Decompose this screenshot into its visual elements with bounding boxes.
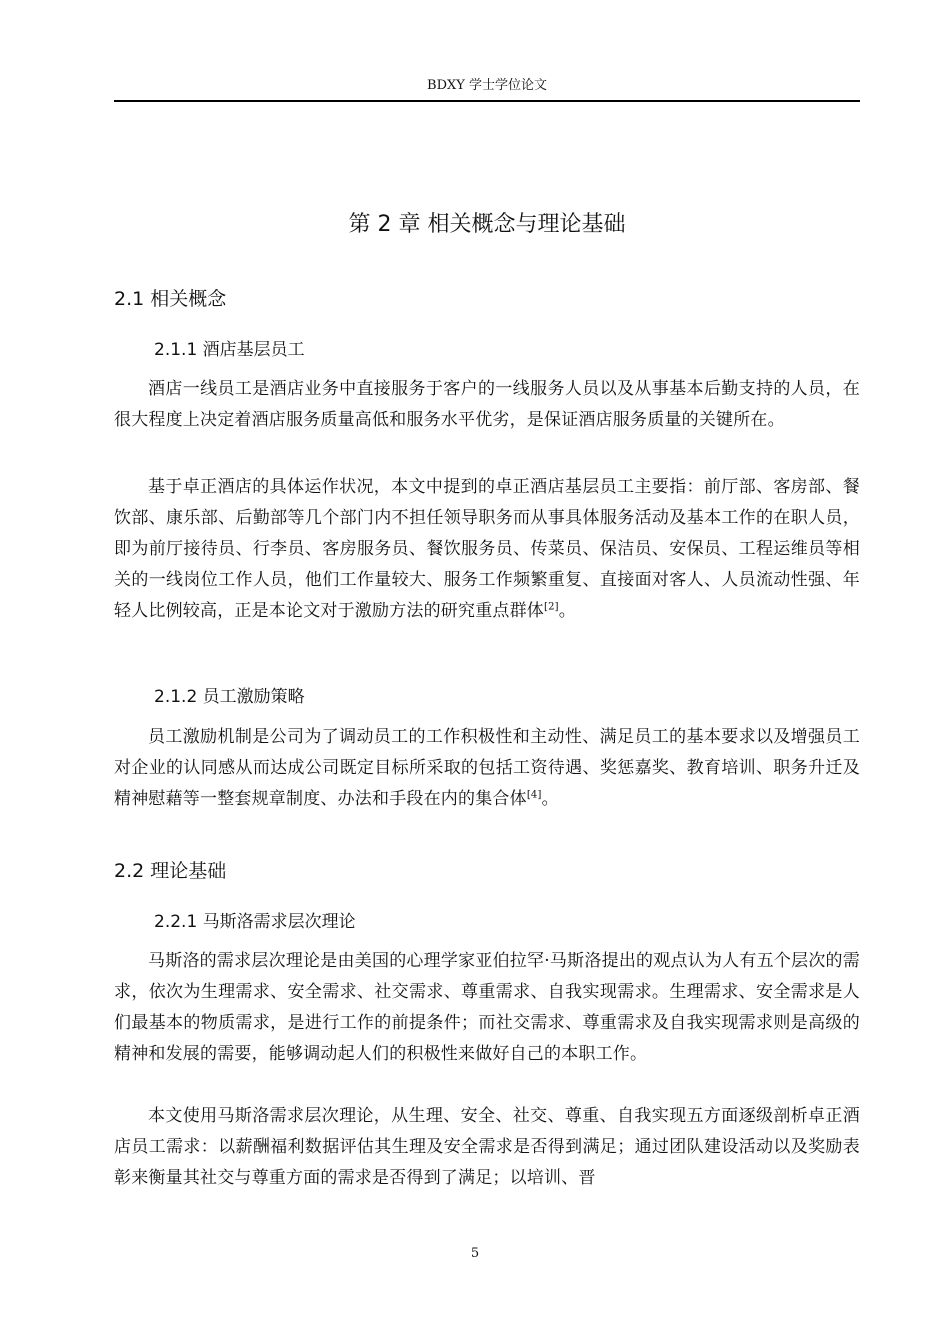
body-paragraph [114,1101,860,1194]
paragraph-tail: 。 [558,601,576,621]
paragraph-tail: 。 [541,789,559,809]
page-number: 5 [470,1246,480,1261]
body-paragraph [114,472,860,627]
paragraph-text: 酒店一线员工是酒店业务中直接服务于客户的一线服务人员以及从事基本后勤支持的人员，在很大程度上决定着酒店服务质量高低和服务水平优劣，是保证酒店服务质量的关键所在。 [114,379,860,430]
citation-ref: [2] [544,601,559,613]
running-header: BDXY 学士学位论文 [427,78,547,93]
header-rule [114,100,860,102]
paragraph-text: 员工激励机制是公司为了调动员工的工作积极性和主动性、满足员工的基本要求以及增强员工对企业的认同感从而达成公司既定目标所采取的包括工资待遇、奖惩嘉奖、教育培训、职务升迁及精神慰藉等一整套规章制度、办法和手段在内的集合体 [114,727,860,809]
section-heading: 2.1 相关概念 [114,288,227,310]
body-paragraph [114,722,860,815]
subsection-heading: 2.2.1 马斯洛需求层次理论 [154,912,356,932]
section-heading: 2.2 理论基础 [114,860,227,882]
chapter-title: 第 2 章 相关概念与理论基础 [348,212,626,237]
body-paragraph [114,374,860,436]
citation-ref: [4] [526,789,542,801]
paragraph-text: 本文使用马斯洛需求层次理论，从生理、安全、社交、尊重、自我实现五方面逐级剖析卓正酒店员工需求：以薪酬福利数据评估其生理及安全需求是否得到满足；通过团队建设活动以及奖励表彰来衡量其社交与尊重方面的需求是否得到了满足；以培训、晋 [114,1106,860,1188]
body-paragraph [114,946,860,1070]
subsection-heading: 2.1.1 酒店基层员工 [154,340,305,360]
subsection-heading: 2.1.2 员工激励策略 [154,687,305,707]
paragraph-text: 马斯洛的需求层次理论是由美国的心理学家亚伯拉罕·马斯洛提出的观点认为人有五个层次的需求，依次为生理需求、安全需求、社交需求、尊重需求、自我实现需求。生理需求、安全需求是人们最基本的物质需求，是进行工作的前提条件；而社交需求、尊重需求及自我实现需求则是高级的精神和发展的需要，能够调动起人们的积极性来做好自己的本职工作。 [114,951,860,1064]
paragraph-text: 基于卓正酒店的具体运作状况，本文中提到的卓正酒店基层员工主要指：前厅部、客房部、餐饮部、康乐部、后勤部等几个部门内不担任领导职务而从事具体服务活动及基本工作的在职人员，即为前厅接待员、行李员、客房服务员、餐饮服务员、传菜员、保洁员、安保员、工程运维员等相关的一线岗位工作人员，他们工作量较大、服务工作频繁重复、直接面对客人、人员流动性强、年轻人比例较高，正是本论文对于激励方法的研究重点群体 [114,477,860,621]
